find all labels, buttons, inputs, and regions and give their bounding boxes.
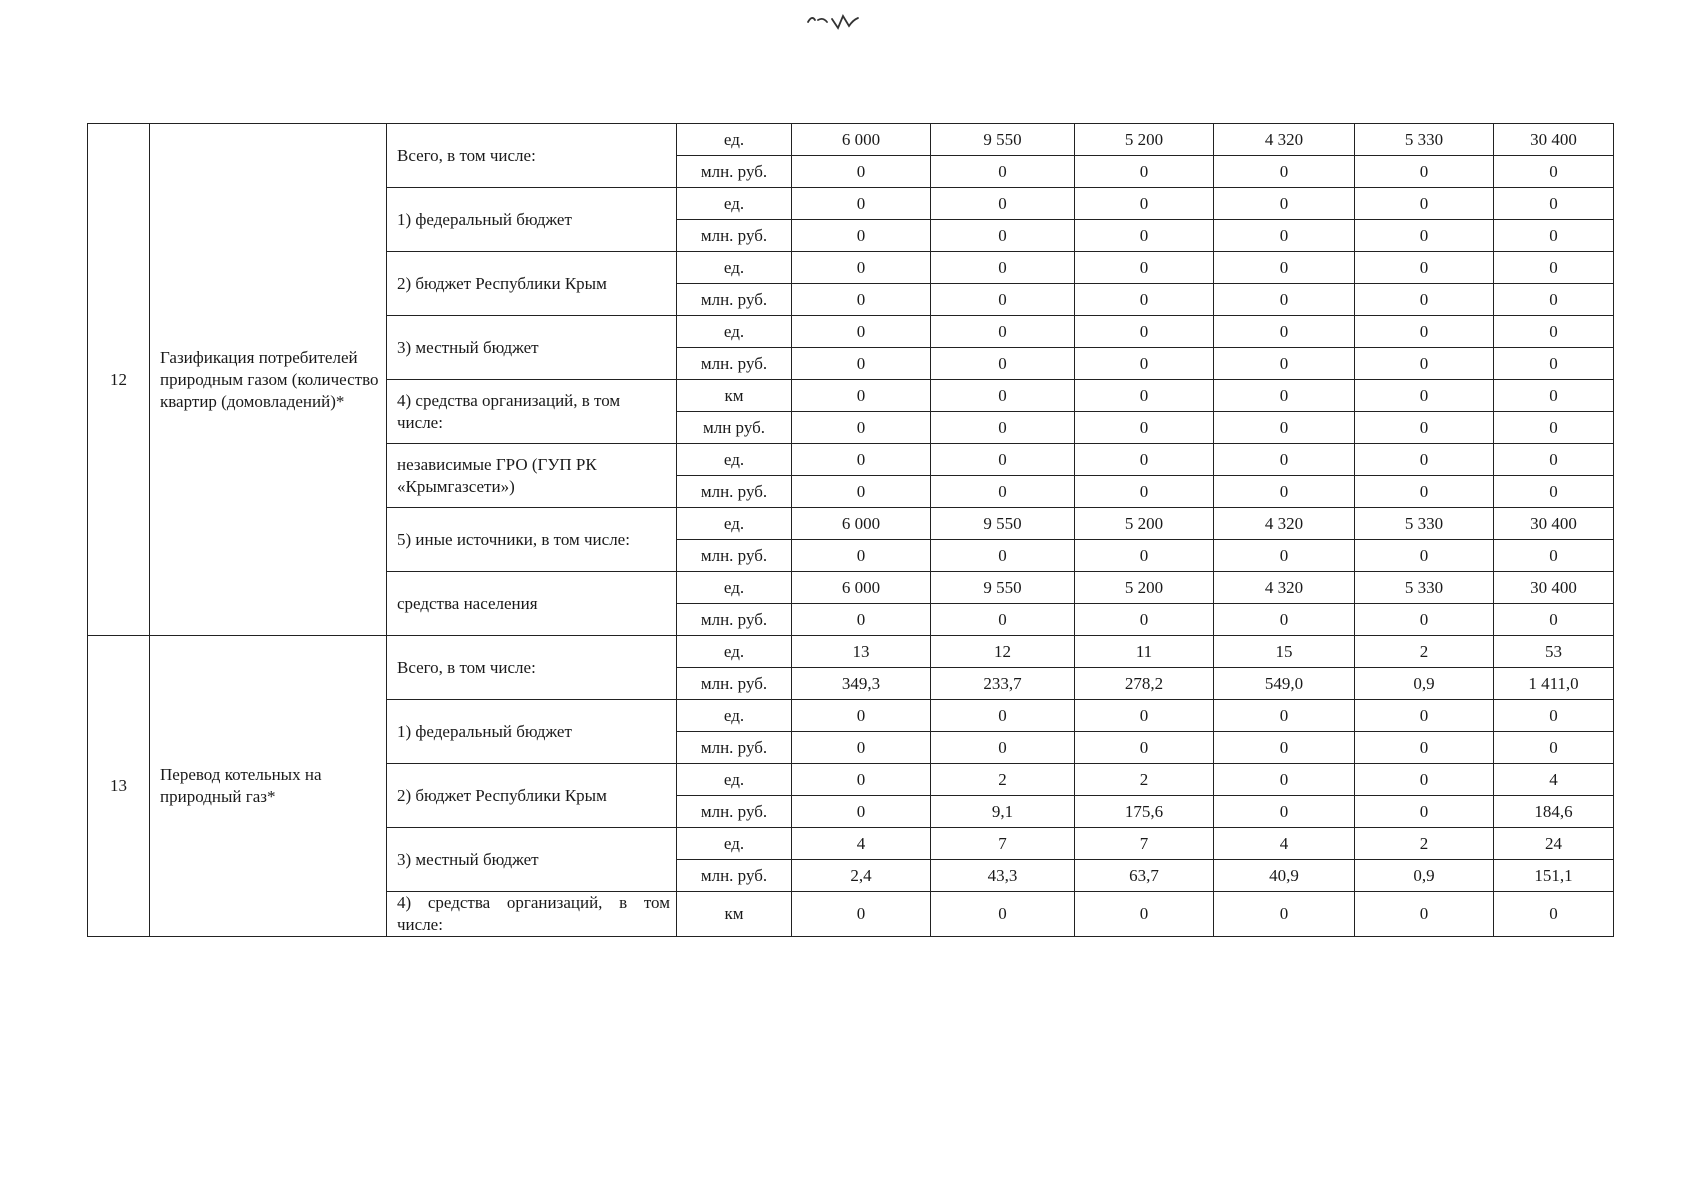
year-value-cell: 2 [1355, 828, 1494, 860]
year-value-cell: 0 [1214, 476, 1355, 508]
total-value-cell: 0 [1494, 252, 1614, 284]
year-value-cell: 0 [1075, 700, 1214, 732]
year-value-cell: 0 [931, 348, 1075, 380]
unit-cell: ед. [677, 316, 792, 348]
year-value-cell: 0 [1355, 444, 1494, 476]
funding-source-cell: 1) федеральный бюджет [387, 700, 677, 764]
year-value-cell: 0 [1355, 252, 1494, 284]
total-value-cell: 0 [1494, 476, 1614, 508]
year-value-cell: 278,2 [1075, 668, 1214, 700]
unit-cell: ед. [677, 124, 792, 156]
year-value-cell: 7 [931, 828, 1075, 860]
year-value-cell: 0 [931, 476, 1075, 508]
unit-cell: млн. руб. [677, 220, 792, 252]
total-value-cell: 0 [1494, 284, 1614, 316]
year-value-cell: 0 [1355, 188, 1494, 220]
year-value-cell: 0 [1355, 604, 1494, 636]
year-value-cell: 0 [1075, 252, 1214, 284]
year-value-cell: 0 [792, 700, 931, 732]
year-value-cell: 0 [1214, 604, 1355, 636]
year-value-cell: 5 200 [1075, 508, 1214, 540]
year-value-cell: 0 [1075, 444, 1214, 476]
budget-table [87, 123, 1614, 937]
row-number-cell: 13 [88, 636, 150, 937]
funding-source-cell: 4) средства организаций, в том числе: [387, 380, 677, 444]
unit-cell: млн руб. [677, 412, 792, 444]
year-value-cell: 0 [1075, 604, 1214, 636]
year-value-cell: 40,9 [1214, 860, 1355, 892]
year-value-cell: 0 [1214, 284, 1355, 316]
year-value-cell: 4 320 [1214, 124, 1355, 156]
year-value-cell: 9 550 [931, 124, 1075, 156]
year-value-cell: 0 [1355, 348, 1494, 380]
year-value-cell: 43,3 [931, 860, 1075, 892]
year-value-cell: 0 [931, 444, 1075, 476]
year-value-cell: 2 [1355, 636, 1494, 668]
year-value-cell: 0 [1075, 284, 1214, 316]
year-value-cell: 13 [792, 636, 931, 668]
year-value-cell: 0 [931, 188, 1075, 220]
year-value-cell: 0 [1214, 412, 1355, 444]
total-value-cell: 30 400 [1494, 124, 1614, 156]
unit-cell: ед. [677, 572, 792, 604]
unit-cell: млн. руб. [677, 348, 792, 380]
unit-cell: млн. руб. [677, 860, 792, 892]
unit-cell: ед. [677, 252, 792, 284]
total-value-cell: 0 [1494, 220, 1614, 252]
total-value-cell: 151,1 [1494, 860, 1614, 892]
year-value-cell: 0 [1075, 188, 1214, 220]
year-value-cell: 9 550 [931, 508, 1075, 540]
unit-cell: км [677, 380, 792, 412]
year-value-cell: 0 [931, 380, 1075, 412]
table-body [88, 124, 1614, 937]
unit-cell: км [677, 892, 792, 937]
unit-cell: млн. руб. [677, 668, 792, 700]
year-value-cell: 0 [1075, 892, 1214, 937]
year-value-cell: 0 [792, 540, 931, 572]
year-value-cell: 7 [1075, 828, 1214, 860]
year-value-cell: 5 200 [1075, 124, 1214, 156]
year-value-cell: 0 [931, 156, 1075, 188]
total-value-cell: 0 [1494, 540, 1614, 572]
year-value-cell: 349,3 [792, 668, 931, 700]
year-value-cell: 0 [1214, 732, 1355, 764]
unit-cell: млн. руб. [677, 284, 792, 316]
total-value-cell: 0 [1494, 732, 1614, 764]
unit-cell: млн. руб. [677, 732, 792, 764]
year-value-cell: 0 [1214, 700, 1355, 732]
year-value-cell: 0 [1214, 316, 1355, 348]
year-value-cell: 0 [931, 700, 1075, 732]
unit-cell: ед. [677, 828, 792, 860]
year-value-cell: 0 [1355, 540, 1494, 572]
year-value-cell: 0 [792, 604, 931, 636]
total-value-cell: 0 [1494, 604, 1614, 636]
year-value-cell: 233,7 [931, 668, 1075, 700]
year-value-cell: 0 [931, 540, 1075, 572]
total-value-cell: 53 [1494, 636, 1614, 668]
year-value-cell: 11 [1075, 636, 1214, 668]
unit-cell: ед. [677, 188, 792, 220]
year-value-cell: 15 [1214, 636, 1355, 668]
funding-source-cell: 4) средства организаций, в том числе: [387, 892, 677, 937]
year-value-cell: 63,7 [1075, 860, 1214, 892]
year-value-cell: 0 [1214, 796, 1355, 828]
year-value-cell: 0 [1214, 764, 1355, 796]
year-value-cell: 0 [792, 444, 931, 476]
unit-cell: млн. руб. [677, 476, 792, 508]
funding-source-cell: 1) федеральный бюджет [387, 188, 677, 252]
year-value-cell: 0 [1214, 252, 1355, 284]
year-value-cell: 0 [1214, 156, 1355, 188]
unit-cell: ед. [677, 444, 792, 476]
total-value-cell: 0 [1494, 380, 1614, 412]
unit-cell: млн. руб. [677, 540, 792, 572]
unit-cell: ед. [677, 508, 792, 540]
year-value-cell: 0 [1355, 156, 1494, 188]
total-value-cell: 184,6 [1494, 796, 1614, 828]
row-number-cell: 12 [88, 124, 150, 636]
unit-cell: млн. руб. [677, 796, 792, 828]
funding-source-cell: средства населения [387, 572, 677, 636]
year-value-cell: 0 [1214, 188, 1355, 220]
funding-source-cell: 3) местный бюджет [387, 828, 677, 892]
year-value-cell: 5 330 [1355, 124, 1494, 156]
total-value-cell: 4 [1494, 764, 1614, 796]
table-row [88, 124, 1614, 156]
year-value-cell: 0 [792, 892, 931, 937]
year-value-cell: 0 [1355, 476, 1494, 508]
year-value-cell: 0 [792, 764, 931, 796]
year-value-cell: 0 [792, 284, 931, 316]
year-value-cell: 0 [792, 316, 931, 348]
year-value-cell: 0 [1355, 316, 1494, 348]
year-value-cell: 0 [931, 604, 1075, 636]
year-value-cell: 0 [1075, 732, 1214, 764]
year-value-cell: 0 [792, 380, 931, 412]
year-value-cell: 5 330 [1355, 508, 1494, 540]
year-value-cell: 0 [792, 412, 931, 444]
year-value-cell: 0 [1355, 412, 1494, 444]
year-value-cell: 2 [1075, 764, 1214, 796]
total-value-cell: 0 [1494, 188, 1614, 220]
year-value-cell: 0 [1075, 316, 1214, 348]
funding-source-cell: 2) бюджет Республики Крым [387, 252, 677, 316]
year-value-cell: 549,0 [1214, 668, 1355, 700]
year-value-cell: 0 [792, 252, 931, 284]
year-value-cell: 2 [931, 764, 1075, 796]
year-value-cell: 0 [931, 284, 1075, 316]
year-value-cell: 0 [1075, 380, 1214, 412]
year-value-cell: 6 000 [792, 572, 931, 604]
year-value-cell: 0 [792, 188, 931, 220]
year-value-cell: 0 [931, 892, 1075, 937]
funding-source-cell: независимые ГРО (ГУП РК «Крымгазсети») [387, 444, 677, 508]
total-value-cell: 0 [1494, 444, 1614, 476]
funding-source-cell: Всего, в том числе: [387, 124, 677, 188]
total-value-cell: 0 [1494, 156, 1614, 188]
funding-source-cell: 3) местный бюджет [387, 316, 677, 380]
year-value-cell: 0 [1214, 220, 1355, 252]
year-value-cell: 0 [792, 732, 931, 764]
funding-source-cell: 5) иные источники, в том числе: [387, 508, 677, 572]
total-value-cell: 30 400 [1494, 572, 1614, 604]
total-value-cell: 1 411,0 [1494, 668, 1614, 700]
year-value-cell: 0 [1355, 764, 1494, 796]
year-value-cell: 0 [792, 476, 931, 508]
year-value-cell: 0,9 [1355, 668, 1494, 700]
unit-cell: ед. [677, 764, 792, 796]
handwritten-page-mark [804, 10, 864, 32]
year-value-cell: 4 320 [1214, 572, 1355, 604]
total-value-cell: 0 [1494, 700, 1614, 732]
total-value-cell: 0 [1494, 348, 1614, 380]
year-value-cell: 0,9 [1355, 860, 1494, 892]
unit-cell: млн. руб. [677, 604, 792, 636]
year-value-cell: 0 [1214, 380, 1355, 412]
year-value-cell: 4 [1214, 828, 1355, 860]
unit-cell: ед. [677, 636, 792, 668]
year-value-cell: 0 [1355, 380, 1494, 412]
year-value-cell: 0 [1214, 348, 1355, 380]
year-value-cell: 0 [792, 348, 931, 380]
year-value-cell: 9,1 [931, 796, 1075, 828]
table-row [88, 636, 1614, 668]
year-value-cell: 4 [792, 828, 931, 860]
year-value-cell: 0 [1075, 348, 1214, 380]
year-value-cell: 0 [931, 220, 1075, 252]
year-value-cell: 6 000 [792, 508, 931, 540]
year-value-cell: 0 [1075, 476, 1214, 508]
total-value-cell: 0 [1494, 892, 1614, 937]
year-value-cell: 0 [931, 412, 1075, 444]
year-value-cell: 0 [1214, 892, 1355, 937]
year-value-cell: 9 550 [931, 572, 1075, 604]
funding-source-cell: Всего, в том числе: [387, 636, 677, 700]
year-value-cell: 12 [931, 636, 1075, 668]
measure-name-cell: Газификация потребителей природным газом (количество квартир (домовладений)* [150, 124, 387, 636]
year-value-cell: 0 [1075, 412, 1214, 444]
year-value-cell: 0 [792, 220, 931, 252]
total-value-cell: 0 [1494, 412, 1614, 444]
year-value-cell: 0 [1355, 732, 1494, 764]
year-value-cell: 0 [1075, 540, 1214, 572]
year-value-cell: 0 [1355, 220, 1494, 252]
year-value-cell: 0 [1214, 540, 1355, 572]
total-value-cell: 0 [1494, 316, 1614, 348]
year-value-cell: 0 [931, 252, 1075, 284]
year-value-cell: 175,6 [1075, 796, 1214, 828]
year-value-cell: 0 [792, 796, 931, 828]
year-value-cell: 2,4 [792, 860, 931, 892]
year-value-cell: 4 320 [1214, 508, 1355, 540]
year-value-cell: 0 [1214, 444, 1355, 476]
unit-cell: млн. руб. [677, 156, 792, 188]
year-value-cell: 0 [931, 732, 1075, 764]
year-value-cell: 0 [931, 316, 1075, 348]
year-value-cell: 0 [1355, 796, 1494, 828]
year-value-cell: 0 [1355, 284, 1494, 316]
total-value-cell: 24 [1494, 828, 1614, 860]
year-value-cell: 6 000 [792, 124, 931, 156]
total-value-cell: 30 400 [1494, 508, 1614, 540]
unit-cell: ед. [677, 700, 792, 732]
measure-name-cell: Перевод котельных на природный газ* [150, 636, 387, 937]
year-value-cell: 0 [1355, 892, 1494, 937]
year-value-cell: 5 330 [1355, 572, 1494, 604]
year-value-cell: 0 [1075, 220, 1214, 252]
year-value-cell: 0 [792, 156, 931, 188]
year-value-cell: 0 [1355, 700, 1494, 732]
funding-source-cell: 2) бюджет Республики Крым [387, 764, 677, 828]
year-value-cell: 5 200 [1075, 572, 1214, 604]
year-value-cell: 0 [1075, 156, 1214, 188]
